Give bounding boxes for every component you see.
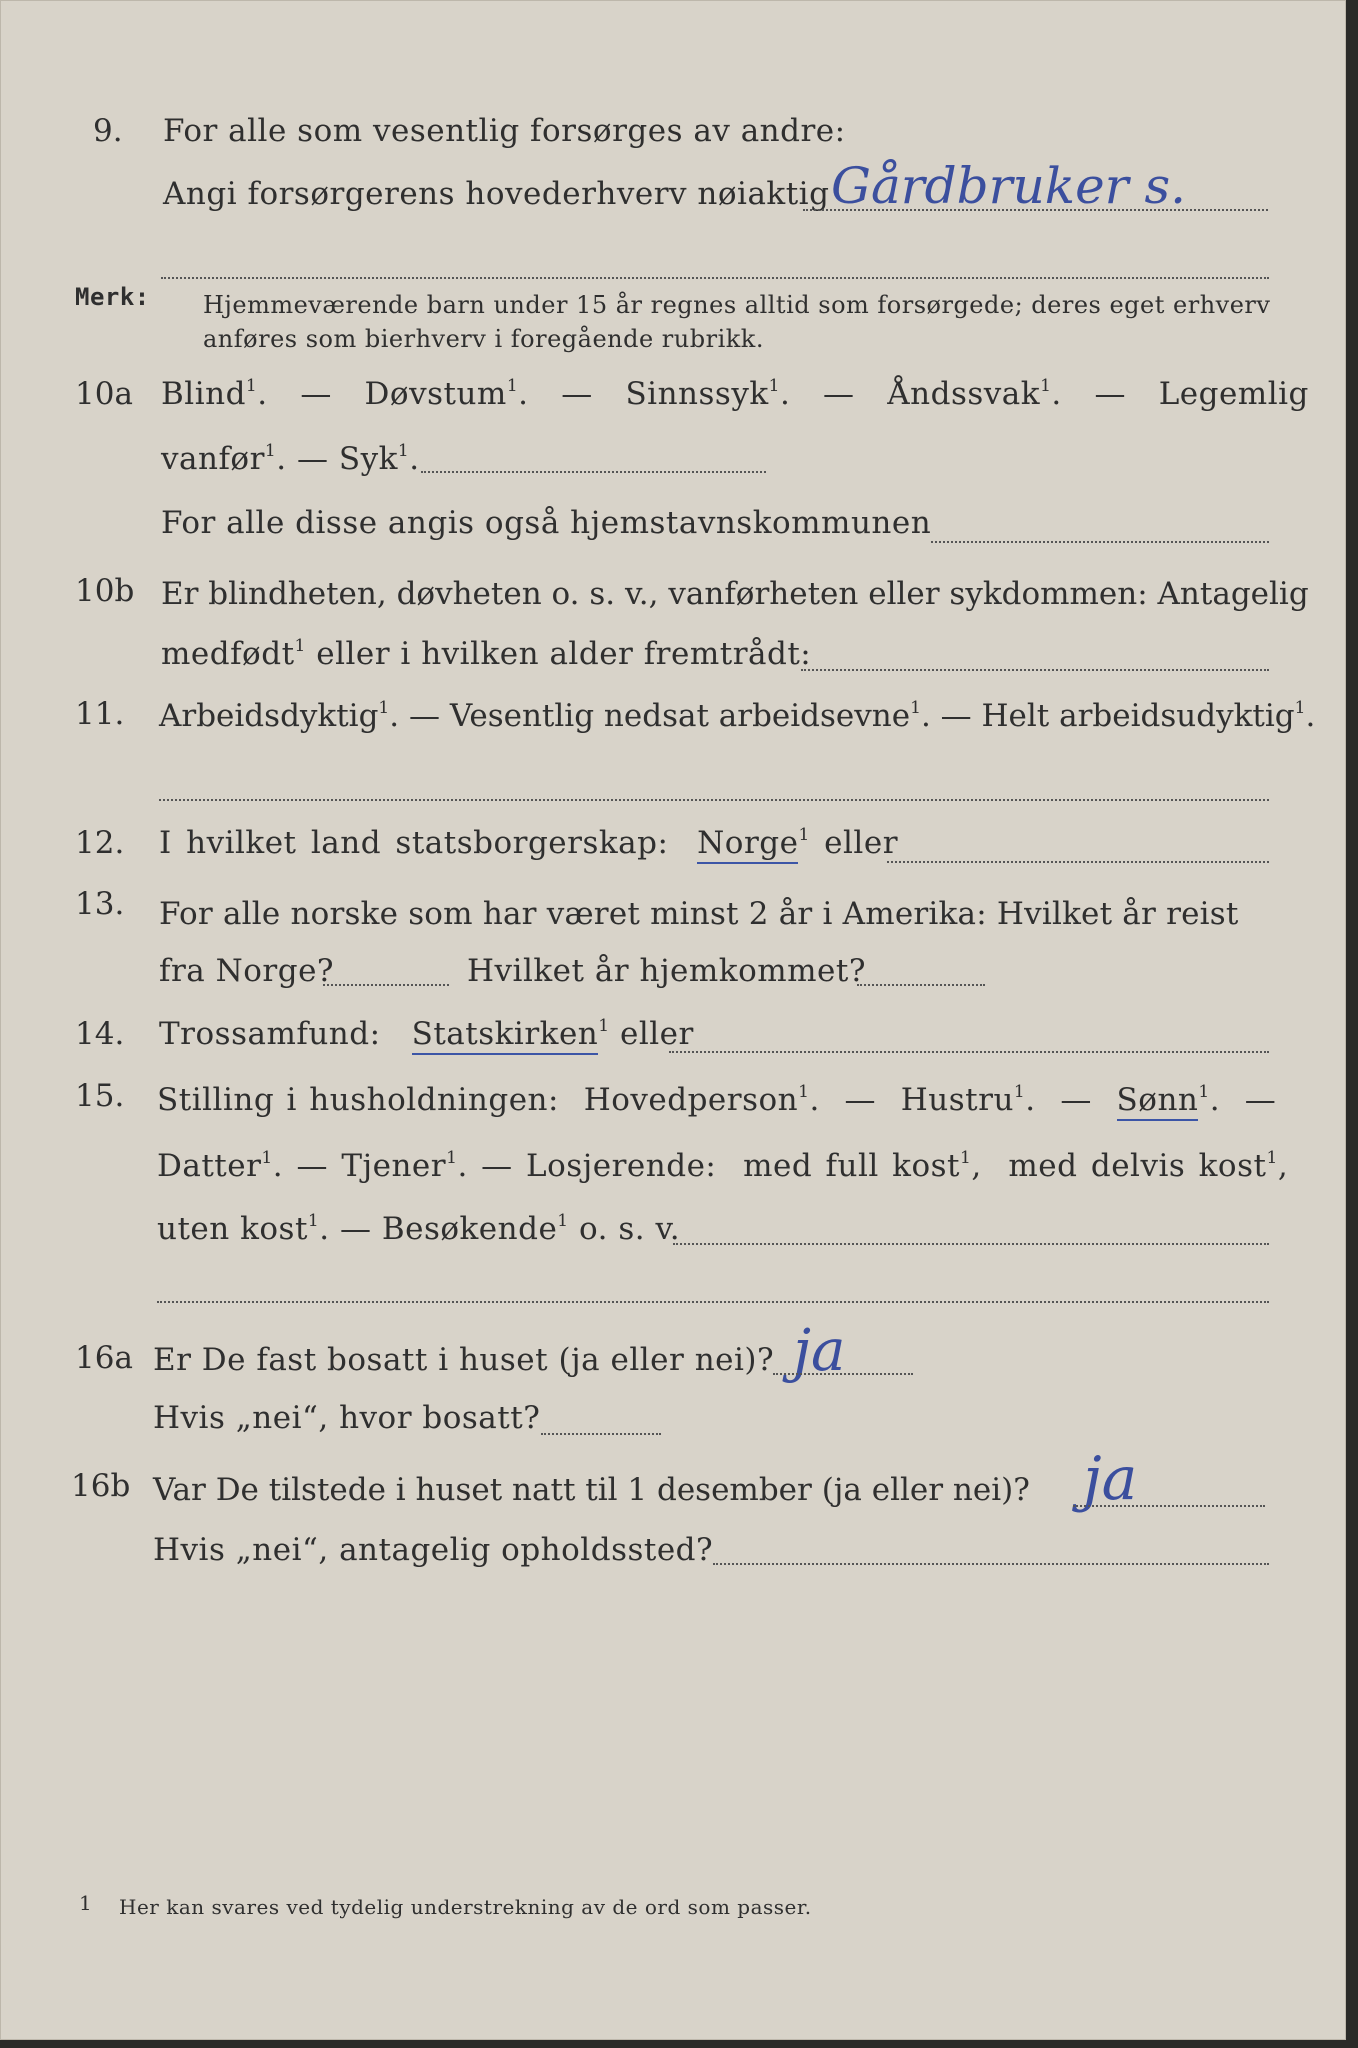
option-vesentlig-nedsat: Vesentlig nedsat arbeidsevne bbox=[449, 698, 911, 734]
q10b-line2-rest: eller i hvilken alder fremtrådt: bbox=[316, 636, 812, 672]
q15-osv: o. s. v. bbox=[579, 1211, 681, 1247]
merk-line1: Hjemmeværende barn under 15 år regnes alltid som forsørgede; deres eget erhverv bbox=[203, 291, 1271, 319]
q9-number: 9. bbox=[93, 113, 123, 149]
q16a-bosatt-line bbox=[541, 1433, 661, 1435]
q14-line: Trossamfund: Statskirken$^1$ eller bbox=[159, 1019, 694, 1050]
q16a-line2: Hvis „nei“, hvor bosatt? bbox=[153, 1400, 541, 1436]
q15-answer-line bbox=[673, 1243, 1269, 1245]
q10b-number: 10b bbox=[75, 573, 135, 609]
option-syk: Syk bbox=[338, 441, 398, 477]
option-uten-kost: uten kost bbox=[157, 1211, 308, 1247]
q16b-answer: ja bbox=[1083, 1444, 1138, 1514]
q16b-opholdssted-line bbox=[713, 1563, 1269, 1565]
option-medfodt: medfødt bbox=[161, 636, 295, 672]
option-statskirken: Statskirken bbox=[412, 1016, 599, 1055]
q15-line2: Datter$^1$. — Tjener$^1$. — Losjerende: med full kost$^1$, med delvis kost$^1$, bbox=[157, 1148, 1289, 1184]
option-delvis-kost: med delvis kost bbox=[1008, 1148, 1267, 1184]
option-helt-arbeidsudyktig: Helt arbeidsudyktig bbox=[981, 698, 1295, 734]
q10a-line1: Blind$^1$. — Døvstum$^1$. — Sinnssyk$^1$. — Åndssvak$^1$. — Legemlig bbox=[161, 376, 1309, 412]
option-sinnssyk: Sinnssyk bbox=[625, 376, 769, 412]
q10b-line2: medfødt$^1$ eller i hvilken alder fremtrådt: bbox=[161, 636, 812, 672]
q12-number: 12. bbox=[75, 825, 125, 861]
q9-answer: Gårdbruker s. bbox=[831, 157, 1187, 215]
q15-number: 15. bbox=[75, 1078, 125, 1114]
option-besokende: Besøkende bbox=[381, 1211, 558, 1247]
q13-fra-norge: fra Norge? bbox=[159, 953, 335, 989]
q15-label: Stilling i husholdningen: bbox=[157, 1082, 559, 1118]
q16a-line1: Er De fast bosatt i huset (ja eller nei)? bbox=[153, 1342, 775, 1378]
q15-line3: uten kost$^1$. — Besøkende$^1$ o. s. v. bbox=[157, 1211, 681, 1247]
q12-line: I hvilket land statsborgerskap: Norge$^1$ eller bbox=[159, 828, 898, 859]
q13-line1: For alle norske som har været minst 2 år i Amerika: Hvilket år reist bbox=[159, 896, 1239, 932]
q16a-answer-line bbox=[773, 1373, 913, 1375]
q13-fra-norge-line bbox=[323, 984, 449, 986]
q10a-line3: For alle disse angis også hjemstavnskommunen bbox=[161, 505, 932, 541]
option-datter: Datter bbox=[157, 1148, 262, 1184]
option-sonn: Sønn bbox=[1117, 1082, 1199, 1121]
option-hustru: Hustru bbox=[900, 1082, 1014, 1118]
option-dovstum: Døvstum bbox=[364, 376, 507, 412]
q12-question: I hvilket land statsborgerskap: bbox=[159, 825, 669, 861]
option-vanfor: vanfør bbox=[161, 441, 265, 477]
q16b-line2: Hvis „nei“, antagelig opholdssted? bbox=[153, 1532, 714, 1568]
q16b-number: 16b bbox=[71, 1468, 131, 1504]
option-full-kost: med full kost bbox=[743, 1148, 960, 1184]
q10a-line2: vanfør$^1$. — Syk$^1$. bbox=[161, 441, 420, 477]
footnote-mark: 1 bbox=[79, 1891, 93, 1915]
footnote-text: Her kan svares ved tydelig understrekning av de ord som passer. bbox=[119, 1895, 812, 1919]
option-andssvak: Åndssvak bbox=[887, 376, 1041, 412]
q16b-line1: Var De tilstede i huset natt til 1 desember (ja eller nei)? bbox=[153, 1472, 1030, 1508]
q13-hjemkommet-line bbox=[857, 984, 985, 986]
q13-number: 13. bbox=[75, 886, 125, 922]
q9-extra-line bbox=[161, 277, 1269, 279]
option-legemlig: Legemlig bbox=[1158, 376, 1309, 412]
q16a-number: 16a bbox=[75, 1340, 133, 1376]
q11-line: Arbeidsdyktig$^1$. — Vesentlig nedsat arbeidsevne$^1$. — Helt arbeidsudyktig$^1$. bbox=[159, 698, 1316, 734]
q11-answer-line bbox=[159, 799, 1269, 801]
q16a-answer: ja bbox=[793, 1316, 846, 1384]
q9-line2: Angi forsørgerens hovederhverv nøiaktig bbox=[163, 176, 830, 212]
merk-label: Merk: bbox=[75, 283, 150, 311]
q15-extra-line bbox=[157, 1301, 1269, 1303]
merk-line2: anføres som bierhverv i foregående rubrikk. bbox=[203, 325, 764, 353]
q11-number: 11. bbox=[75, 696, 125, 732]
q14-answer-line bbox=[669, 1051, 1269, 1053]
option-hovedperson: Hovedperson bbox=[583, 1082, 799, 1118]
q15-line1: Stilling i husholdningen: Hovedperson$^1$. — Hustru$^1$. — Sønn$^1$. — bbox=[157, 1085, 1276, 1116]
q14-eller: eller bbox=[619, 1016, 694, 1052]
q13-hjemkommet: Hvilket år hjemkommet? bbox=[467, 953, 866, 989]
q10a-kommune-line bbox=[931, 541, 1269, 543]
option-norge: Norge bbox=[697, 825, 798, 864]
q10a-syk-line bbox=[421, 471, 766, 473]
q15-losjerende: Losjerende: bbox=[526, 1148, 717, 1184]
q12-eller: eller bbox=[824, 825, 899, 861]
q9-line1: For alle som vesentlig forsørges av andre: bbox=[163, 113, 846, 149]
q10a-number: 10a bbox=[75, 376, 133, 412]
q10b-answer-line bbox=[801, 669, 1269, 671]
q14-number: 14. bbox=[75, 1016, 125, 1052]
q10b-line1: Er blindheten, døvheten o. s. v., vanførheten eller sykdommen: Antagelig bbox=[161, 576, 1309, 612]
q16b-answer-line bbox=[1073, 1505, 1265, 1507]
option-arbeidsdyktig: Arbeidsdyktig bbox=[159, 698, 379, 734]
option-blind: Blind bbox=[161, 376, 246, 412]
q14-label: Trossamfund: bbox=[159, 1016, 381, 1052]
q12-answer-line bbox=[887, 861, 1269, 863]
option-tjener: Tjener bbox=[341, 1148, 447, 1184]
